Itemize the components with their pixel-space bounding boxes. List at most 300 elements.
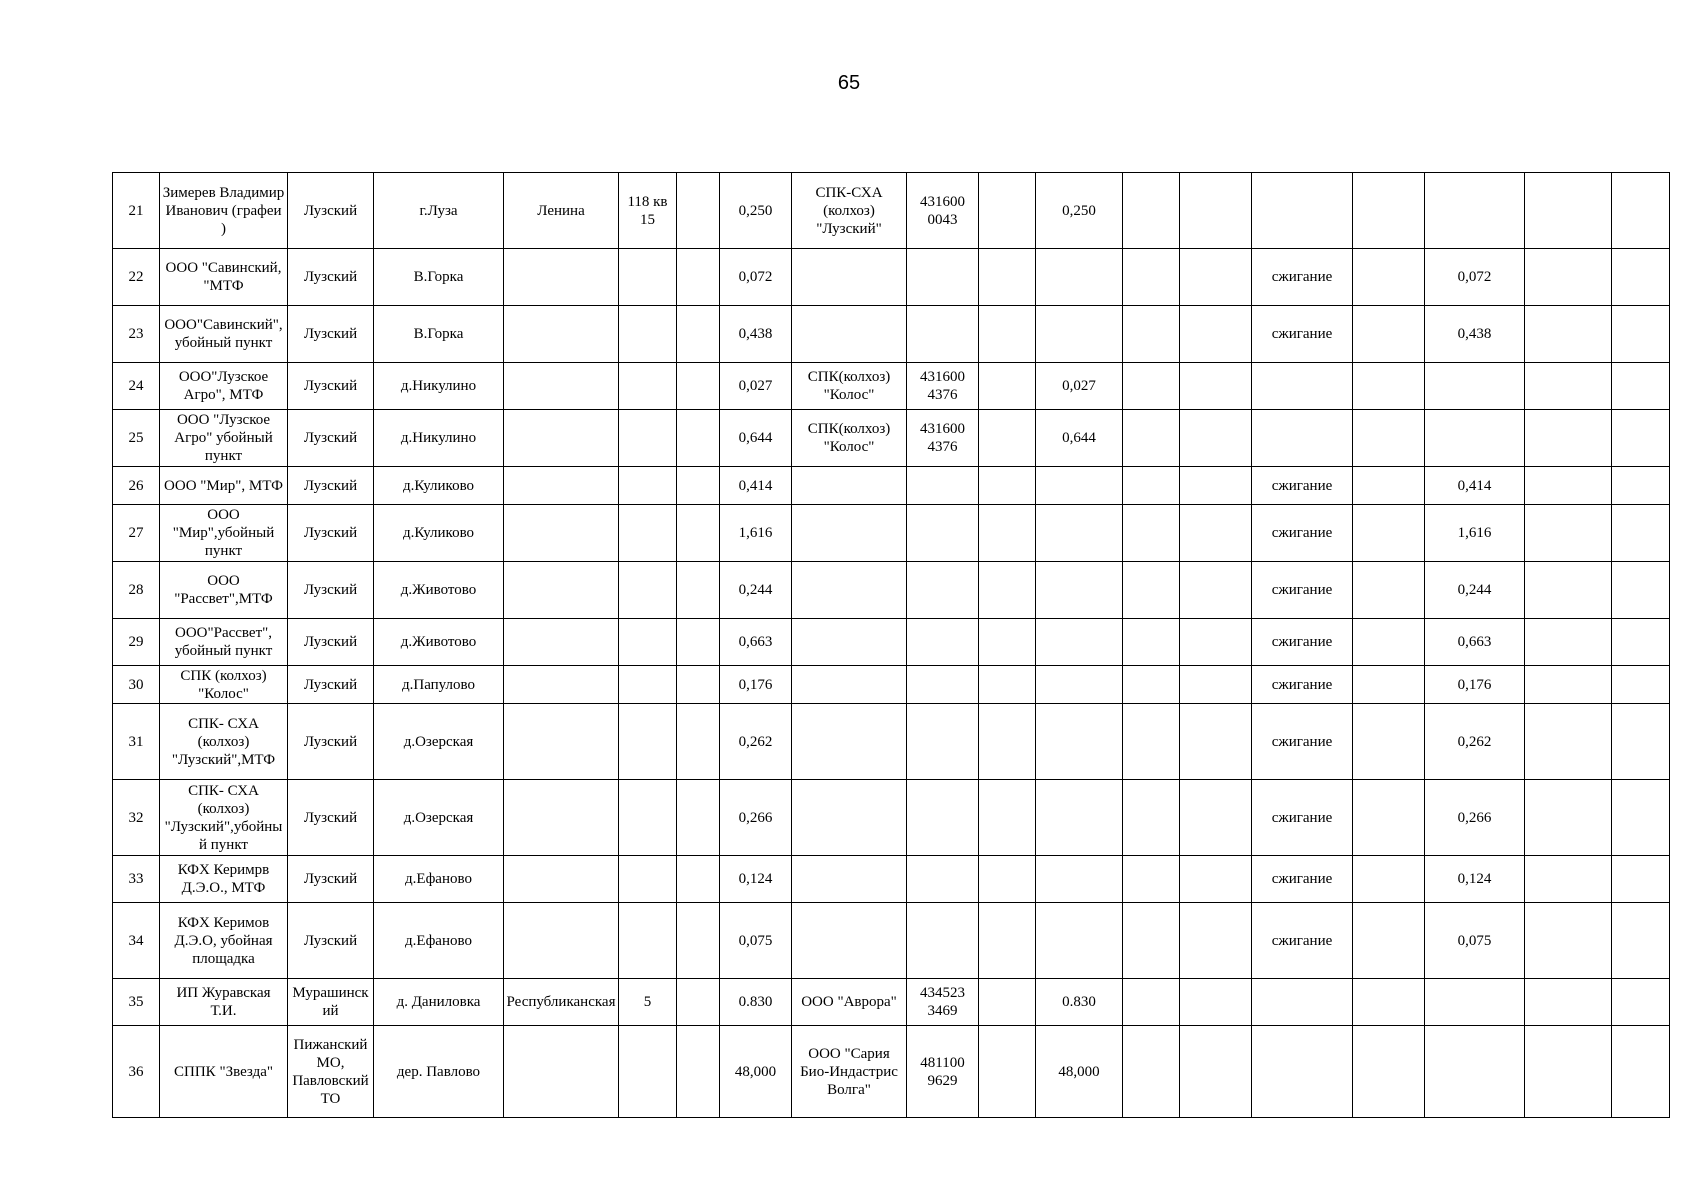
cell-waste-volume: 0,438 [720, 306, 792, 363]
cell-street [504, 505, 619, 562]
cell-blank-col-7 [677, 467, 720, 505]
cell-receiver-name [792, 306, 907, 363]
cell-district: Лузский [288, 780, 374, 856]
table-row [113, 666, 1670, 704]
cell-blank-col-11 [979, 249, 1036, 306]
cell-blank-col-7 [677, 780, 720, 856]
cell-blank-col-16 [1353, 903, 1425, 979]
cell-transferred-volume [1036, 619, 1123, 666]
cell-transferred-volume: 0,027 [1036, 363, 1123, 410]
cell-blank-col-16 [1353, 306, 1425, 363]
cell-district: Лузский [288, 410, 374, 467]
cell-waste-volume: 0,250 [720, 173, 792, 249]
cell-district: Лузский [288, 704, 374, 780]
cell-disposal-method [1252, 1026, 1353, 1118]
cell-row-number: 21 [113, 173, 160, 249]
cell-blank-col-13 [1123, 780, 1180, 856]
cell-blank-col-19 [1612, 979, 1670, 1026]
cell-street [504, 562, 619, 619]
cell-receiver-name [792, 562, 907, 619]
cell-receiver-inn [907, 306, 979, 363]
cell-receiver-inn: 431600 0043 [907, 173, 979, 249]
cell-house [619, 704, 677, 780]
table-row [113, 780, 1670, 856]
cell-blank-col-18 [1525, 619, 1612, 666]
table-row [113, 903, 1670, 979]
cell-blank-col-13 [1123, 704, 1180, 780]
cell-row-number: 32 [113, 780, 160, 856]
cell-row-number: 28 [113, 562, 160, 619]
cell-street [504, 363, 619, 410]
cell-district: Лузский [288, 666, 374, 704]
cell-waste-volume: 0,414 [720, 467, 792, 505]
cell-transferred-volume [1036, 666, 1123, 704]
table-row [113, 1026, 1670, 1118]
cell-row-number: 26 [113, 467, 160, 505]
cell-receiver-inn [907, 666, 979, 704]
page-number: 65 [837, 72, 861, 94]
cell-blank-col-18 [1525, 666, 1612, 704]
cell-locality: дер. Павлово [374, 1026, 504, 1118]
cell-disposed-volume [1425, 1026, 1525, 1118]
table-row [113, 562, 1670, 619]
cell-row-number: 22 [113, 249, 160, 306]
cell-disposed-volume: 0,438 [1425, 306, 1525, 363]
cell-blank-col-7 [677, 666, 720, 704]
cell-blank-col-7 [677, 903, 720, 979]
cell-blank-col-13 [1123, 505, 1180, 562]
cell-blank-col-14 [1180, 979, 1252, 1026]
cell-receiver-inn: 481100 9629 [907, 1026, 979, 1118]
cell-disposed-volume: 0,266 [1425, 780, 1525, 856]
cell-blank-col-14 [1180, 306, 1252, 363]
cell-disposal-method [1252, 173, 1353, 249]
cell-receiver-inn: 431600 4376 [907, 410, 979, 467]
cell-blank-col-16 [1353, 704, 1425, 780]
cell-blank-col-13 [1123, 856, 1180, 903]
cell-waste-volume: 0,244 [720, 562, 792, 619]
cell-waste-volume: 0,262 [720, 704, 792, 780]
cell-blank-col-14 [1180, 780, 1252, 856]
cell-blank-col-11 [979, 1026, 1036, 1118]
cell-blank-col-16 [1353, 505, 1425, 562]
cell-organization: ООО"Савинский", убойный пункт [160, 306, 288, 363]
cell-district: Лузский [288, 467, 374, 505]
cell-disposed-volume: 0,663 [1425, 619, 1525, 666]
cell-locality: д.Никулино [374, 410, 504, 467]
cell-blank-col-13 [1123, 903, 1180, 979]
cell-blank-col-11 [979, 505, 1036, 562]
cell-disposed-volume: 0,262 [1425, 704, 1525, 780]
cell-disposal-method: сжигание [1252, 666, 1353, 704]
cell-disposed-volume [1425, 173, 1525, 249]
cell-receiver-inn [907, 562, 979, 619]
cell-transferred-volume [1036, 856, 1123, 903]
cell-blank-col-13 [1123, 1026, 1180, 1118]
cell-receiver-inn [907, 619, 979, 666]
table-row [113, 173, 1670, 249]
cell-blank-col-19 [1612, 505, 1670, 562]
cell-blank-col-18 [1525, 704, 1612, 780]
cell-row-number: 36 [113, 1026, 160, 1118]
cell-transferred-volume [1036, 903, 1123, 979]
cell-blank-col-16 [1353, 856, 1425, 903]
cell-blank-col-16 [1353, 666, 1425, 704]
cell-locality: д.Никулино [374, 363, 504, 410]
cell-house [619, 856, 677, 903]
cell-blank-col-16 [1353, 562, 1425, 619]
cell-blank-col-18 [1525, 410, 1612, 467]
cell-disposed-volume: 0,414 [1425, 467, 1525, 505]
cell-blank-col-13 [1123, 410, 1180, 467]
cell-blank-col-7 [677, 173, 720, 249]
cell-disposal-method: сжигание [1252, 704, 1353, 780]
cell-waste-volume: 0,266 [720, 780, 792, 856]
cell-disposed-volume: 0,075 [1425, 903, 1525, 979]
cell-house [619, 410, 677, 467]
cell-blank-col-7 [677, 1026, 720, 1118]
cell-disposed-volume: 1,616 [1425, 505, 1525, 562]
cell-blank-col-18 [1525, 173, 1612, 249]
cell-blank-col-11 [979, 410, 1036, 467]
cell-house [619, 562, 677, 619]
cell-street [504, 467, 619, 505]
cell-disposal-method: сжигание [1252, 619, 1353, 666]
cell-blank-col-14 [1180, 363, 1252, 410]
cell-disposal-method [1252, 410, 1353, 467]
cell-locality: д.Куликово [374, 467, 504, 505]
cell-organization: КФХ Керимов Д.Э.О, убойная площадка [160, 903, 288, 979]
cell-disposal-method: сжигание [1252, 780, 1353, 856]
cell-blank-col-19 [1612, 704, 1670, 780]
cell-organization: СППК "Звезда" [160, 1026, 288, 1118]
cell-blank-col-14 [1180, 249, 1252, 306]
cell-blank-col-19 [1612, 780, 1670, 856]
cell-house [619, 467, 677, 505]
cell-blank-col-19 [1612, 856, 1670, 903]
cell-house [619, 780, 677, 856]
cell-house [619, 363, 677, 410]
cell-blank-col-18 [1525, 363, 1612, 410]
cell-row-number: 29 [113, 619, 160, 666]
cell-blank-col-16 [1353, 363, 1425, 410]
cell-waste-volume: 48,000 [720, 1026, 792, 1118]
cell-blank-col-13 [1123, 173, 1180, 249]
cell-locality: В.Горка [374, 249, 504, 306]
cell-blank-col-16 [1353, 249, 1425, 306]
cell-blank-col-11 [979, 173, 1036, 249]
cell-receiver-name [792, 619, 907, 666]
cell-district: Лузский [288, 505, 374, 562]
cell-blank-col-13 [1123, 562, 1180, 619]
cell-locality: г.Луза [374, 173, 504, 249]
cell-blank-col-7 [677, 856, 720, 903]
cell-organization: СПК- СХА (колхоз) "Лузский",убойный пункт [160, 780, 288, 856]
cell-street: Ленина [504, 173, 619, 249]
cell-blank-col-19 [1612, 903, 1670, 979]
cell-receiver-inn [907, 704, 979, 780]
cell-transferred-volume: 48,000 [1036, 1026, 1123, 1118]
cell-blank-col-7 [677, 619, 720, 666]
cell-blank-col-11 [979, 704, 1036, 780]
cell-disposed-volume: 0,244 [1425, 562, 1525, 619]
cell-blank-col-11 [979, 903, 1036, 979]
table-row [113, 249, 1670, 306]
cell-blank-col-11 [979, 306, 1036, 363]
cell-house [619, 505, 677, 562]
cell-blank-col-14 [1180, 666, 1252, 704]
cell-locality: д.Озерская [374, 704, 504, 780]
cell-district: Лузский [288, 306, 374, 363]
cell-waste-volume: 0,027 [720, 363, 792, 410]
cell-blank-col-19 [1612, 363, 1670, 410]
cell-blank-col-14 [1180, 704, 1252, 780]
cell-blank-col-14 [1180, 903, 1252, 979]
cell-district: Пижанский МО, Павловский ТО [288, 1026, 374, 1118]
cell-blank-col-7 [677, 410, 720, 467]
cell-transferred-volume [1036, 704, 1123, 780]
cell-locality: д.Ефаново [374, 856, 504, 903]
cell-receiver-name [792, 704, 907, 780]
cell-district: Лузский [288, 249, 374, 306]
cell-receiver-name [792, 666, 907, 704]
table-row [113, 979, 1670, 1026]
cell-receiver-inn [907, 505, 979, 562]
cell-transferred-volume [1036, 249, 1123, 306]
cell-transferred-volume [1036, 780, 1123, 856]
cell-blank-col-13 [1123, 306, 1180, 363]
cell-blank-col-13 [1123, 249, 1180, 306]
cell-disposed-volume [1425, 979, 1525, 1026]
cell-blank-col-13 [1123, 619, 1180, 666]
cell-blank-col-19 [1612, 619, 1670, 666]
cell-blank-col-7 [677, 249, 720, 306]
cell-row-number: 34 [113, 903, 160, 979]
cell-row-number: 33 [113, 856, 160, 903]
cell-blank-col-18 [1525, 562, 1612, 619]
cell-organization: ООО "Рассвет",МТФ [160, 562, 288, 619]
cell-blank-col-19 [1612, 173, 1670, 249]
cell-disposed-volume: 0,176 [1425, 666, 1525, 704]
cell-district: Лузский [288, 903, 374, 979]
cell-street [504, 619, 619, 666]
cell-receiver-inn [907, 780, 979, 856]
table-row [113, 505, 1670, 562]
cell-receiver-name: СПК(колхоз) "Колос" [792, 410, 907, 467]
cell-blank-col-7 [677, 505, 720, 562]
cell-blank-col-14 [1180, 562, 1252, 619]
cell-street [504, 249, 619, 306]
cell-house: 5 [619, 979, 677, 1026]
cell-organization: ООО"Лузское Агро", МТФ [160, 363, 288, 410]
cell-blank-col-14 [1180, 410, 1252, 467]
cell-receiver-inn: 434523 3469 [907, 979, 979, 1026]
cell-blank-col-13 [1123, 666, 1180, 704]
cell-blank-col-14 [1180, 173, 1252, 249]
cell-blank-col-19 [1612, 562, 1670, 619]
cell-organization: КФХ Керимрв Д.Э.О., МТФ [160, 856, 288, 903]
cell-disposed-volume: 0,124 [1425, 856, 1525, 903]
waste-table [112, 172, 1670, 1118]
cell-blank-col-18 [1525, 780, 1612, 856]
cell-waste-volume: 1,616 [720, 505, 792, 562]
cell-locality: д.Папулово [374, 666, 504, 704]
cell-blank-col-18 [1525, 467, 1612, 505]
table-row [113, 704, 1670, 780]
cell-transferred-volume: 0,644 [1036, 410, 1123, 467]
cell-house: 118 кв 15 [619, 173, 677, 249]
cell-blank-col-18 [1525, 306, 1612, 363]
cell-row-number: 24 [113, 363, 160, 410]
cell-receiver-name: ООО "Аврора" [792, 979, 907, 1026]
cell-blank-col-13 [1123, 467, 1180, 505]
cell-blank-col-13 [1123, 979, 1180, 1026]
cell-disposed-volume [1425, 363, 1525, 410]
cell-blank-col-11 [979, 619, 1036, 666]
cell-row-number: 23 [113, 306, 160, 363]
cell-disposal-method: сжигание [1252, 562, 1353, 619]
cell-street [504, 856, 619, 903]
cell-house [619, 666, 677, 704]
cell-blank-col-11 [979, 467, 1036, 505]
cell-street [504, 306, 619, 363]
cell-transferred-volume [1036, 467, 1123, 505]
cell-blank-col-11 [979, 780, 1036, 856]
cell-blank-col-19 [1612, 410, 1670, 467]
cell-organization: ООО "Савинский, "МТФ [160, 249, 288, 306]
cell-waste-volume: 0,176 [720, 666, 792, 704]
cell-blank-col-18 [1525, 979, 1612, 1026]
cell-blank-col-11 [979, 856, 1036, 903]
table-row [113, 467, 1670, 505]
cell-blank-col-19 [1612, 249, 1670, 306]
cell-disposal-method: сжигание [1252, 306, 1353, 363]
cell-blank-col-14 [1180, 856, 1252, 903]
cell-district: Лузский [288, 562, 374, 619]
cell-receiver-inn [907, 903, 979, 979]
cell-district: Мурашинский [288, 979, 374, 1026]
cell-blank-col-16 [1353, 410, 1425, 467]
cell-district: Лузский [288, 363, 374, 410]
table-row [113, 856, 1670, 903]
cell-blank-col-11 [979, 562, 1036, 619]
cell-blank-col-7 [677, 704, 720, 780]
cell-house [619, 249, 677, 306]
cell-blank-col-13 [1123, 363, 1180, 410]
cell-blank-col-19 [1612, 666, 1670, 704]
cell-street [504, 903, 619, 979]
cell-house [619, 1026, 677, 1118]
cell-locality: д.Куликово [374, 505, 504, 562]
cell-street [504, 410, 619, 467]
cell-receiver-name: ООО "Сария Био-Индастрис Волга" [792, 1026, 907, 1118]
cell-row-number: 25 [113, 410, 160, 467]
cell-organization: СПК- СХА (колхоз) "Лузский",МТФ [160, 704, 288, 780]
cell-blank-col-7 [677, 306, 720, 363]
cell-transferred-volume [1036, 562, 1123, 619]
table-row [113, 306, 1670, 363]
cell-waste-volume: 0,644 [720, 410, 792, 467]
cell-district: Лузский [288, 173, 374, 249]
cell-organization: ООО "Мир", МТФ [160, 467, 288, 505]
cell-receiver-name [792, 903, 907, 979]
cell-waste-volume: 0,663 [720, 619, 792, 666]
cell-blank-col-16 [1353, 619, 1425, 666]
cell-disposed-volume [1425, 410, 1525, 467]
cell-transferred-volume [1036, 505, 1123, 562]
cell-organization: ИП Журавская Т.И. [160, 979, 288, 1026]
cell-receiver-inn [907, 467, 979, 505]
cell-blank-col-7 [677, 979, 720, 1026]
cell-disposal-method: сжигание [1252, 856, 1353, 903]
cell-street: Республиканская [504, 979, 619, 1026]
cell-disposal-method: сжигание [1252, 467, 1353, 505]
cell-locality: В.Горка [374, 306, 504, 363]
cell-blank-col-11 [979, 979, 1036, 1026]
cell-receiver-name [792, 856, 907, 903]
cell-receiver-inn [907, 856, 979, 903]
cell-district: Лузский [288, 619, 374, 666]
cell-organization: Зимерев Владимир Иванович (графеи ) [160, 173, 288, 249]
cell-row-number: 31 [113, 704, 160, 780]
cell-receiver-name [792, 505, 907, 562]
cell-waste-volume: 0,124 [720, 856, 792, 903]
cell-blank-col-19 [1612, 1026, 1670, 1118]
table-row [113, 363, 1670, 410]
cell-transferred-volume [1036, 306, 1123, 363]
cell-row-number: 35 [113, 979, 160, 1026]
cell-district: Лузский [288, 856, 374, 903]
cell-street [504, 704, 619, 780]
cell-disposal-method: сжигание [1252, 505, 1353, 562]
cell-house [619, 306, 677, 363]
cell-blank-col-7 [677, 562, 720, 619]
cell-receiver-name [792, 467, 907, 505]
cell-receiver-name [792, 249, 907, 306]
cell-organization: СПК (колхоз) "Колос" [160, 666, 288, 704]
cell-disposal-method: сжигание [1252, 903, 1353, 979]
cell-blank-col-11 [979, 666, 1036, 704]
cell-street [504, 1026, 619, 1118]
cell-blank-col-14 [1180, 1026, 1252, 1118]
cell-receiver-name: СПК(колхоз) "Колос" [792, 363, 907, 410]
cell-disposal-method [1252, 979, 1353, 1026]
cell-receiver-inn [907, 249, 979, 306]
cell-blank-col-16 [1353, 1026, 1425, 1118]
cell-receiver-name: СПК-СХА (колхоз) "Лузский" [792, 173, 907, 249]
cell-locality: д.Животово [374, 562, 504, 619]
cell-blank-col-16 [1353, 979, 1425, 1026]
cell-waste-volume: 0.830 [720, 979, 792, 1026]
cell-receiver-name [792, 780, 907, 856]
table-row [113, 410, 1670, 467]
cell-transferred-volume: 0.830 [1036, 979, 1123, 1026]
cell-waste-volume: 0,075 [720, 903, 792, 979]
cell-waste-volume: 0,072 [720, 249, 792, 306]
cell-row-number: 30 [113, 666, 160, 704]
cell-blank-col-18 [1525, 903, 1612, 979]
cell-blank-col-18 [1525, 856, 1612, 903]
cell-blank-col-19 [1612, 306, 1670, 363]
cell-blank-col-11 [979, 363, 1036, 410]
cell-house [619, 619, 677, 666]
cell-locality: д.Ефаново [374, 903, 504, 979]
cell-locality: д. Даниловка [374, 979, 504, 1026]
cell-blank-col-14 [1180, 619, 1252, 666]
cell-blank-col-18 [1525, 1026, 1612, 1118]
cell-organization: ООО "Мир",убойный пункт [160, 505, 288, 562]
table-row [113, 619, 1670, 666]
